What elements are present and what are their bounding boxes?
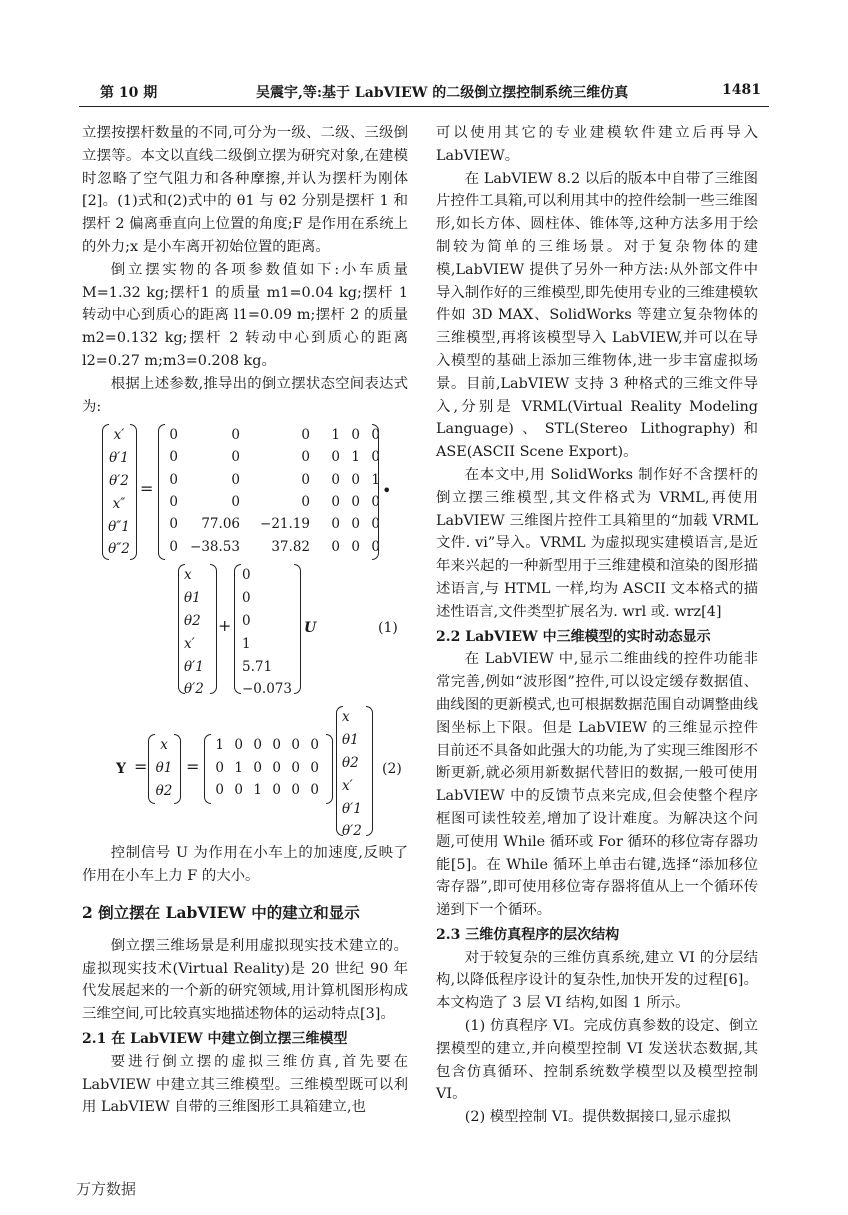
input-matrix-B	[242, 564, 298, 698]
state-derivative-entry: x′	[113, 427, 125, 444]
state-derivative-entry: θ″1	[108, 518, 130, 535]
right-bracket	[210, 564, 217, 694]
matrix-entry: 0	[351, 538, 360, 555]
input-gain-entry: 0	[242, 612, 251, 629]
matrix-entry: 0	[253, 759, 262, 776]
paragraph: 在 LabVIEW 8.2 以后的版本中自带了三维图片控件工具箱,可以利用其中的控件绘制一些三维图形,如长方体、圆柱体、锥体等,这种方法多用于绘制较为简单的三维场景。对于复杂物体的建模,LabVIEW 提供了另外一种方法:从外部文件中导入制作好的三维模型,即先使用专业的三维建模软件如 3D MAX、SolidWorks 等建立复杂物体的三维模型,再将该模型导入 LabVIEW,并可以在导入模型的基础上添加三维物体,进一步丰富虚拟场景。目前,LabVIEW 支持 3 种格式的三维文件导入,分别是 VRML(Virtual Reality Modeling Language)、STL(Stereo Lithography)和 ASE(ASCII Scene Export)。	[436, 170, 758, 461]
state-entry: θ2	[342, 754, 359, 771]
matrix-entry: 1	[253, 782, 262, 799]
matrix-entry: 0	[272, 759, 281, 776]
system-matrix-A	[164, 424, 380, 558]
matrix-entry: 0	[331, 494, 340, 510]
paragraph: 倒立摆三维场景是利用虚拟现实技术建立的。虚拟现实技术(Virtual Reality)是 20 世纪 90 年代发展起来的一个新的研究领域,用计算机图形构成三维空间,可比较真实地描述物体的运动特点[3]。	[82, 937, 408, 1023]
watermark-logo: 万方数据	[76, 1180, 137, 1198]
period-dot: •	[382, 481, 392, 501]
equation-number: (1)	[378, 620, 398, 637]
state-entry: θ′2	[184, 681, 204, 698]
paragraph: 要进行倒立摆的虚拟三维仿真,首先要在 LabVIEW 中建立其三维模型。三维模型既可以利用 LabVIEW 自带的三维图形工具箱建立,也	[82, 1053, 408, 1116]
issue-number: 第 10 期	[100, 85, 158, 101]
state-entry: θ′1	[342, 800, 362, 817]
matrix-entry: 1	[371, 471, 380, 488]
right-bracket	[366, 706, 373, 836]
state-derivative-vector	[108, 424, 130, 558]
matrix-entry: 0	[310, 782, 319, 799]
state-entry: θ1	[184, 590, 201, 607]
state-entry: θ1	[342, 732, 359, 749]
right-bracket	[174, 734, 181, 804]
matrix-entry: 0	[301, 494, 310, 510]
matrix-entry: 1	[215, 737, 224, 754]
right-bracket	[372, 424, 379, 560]
state-derivative-entry: θ′1	[109, 450, 129, 467]
matrix-entry: 0	[331, 449, 340, 466]
matrix-entry: 0	[331, 471, 340, 488]
matrix-entry: 77.06	[201, 516, 240, 533]
subsection-heading: 2.2 LabVIEW 中三维模型的实时动态显示	[436, 628, 711, 645]
matrix-entry: 0	[351, 471, 360, 488]
matrix-entry: −38.53	[190, 538, 240, 555]
state-entry: x′	[342, 777, 353, 794]
subsection-heading: 2.1 在 LabVIEW 中建立倒立摆三维模型	[82, 1030, 348, 1047]
state-entry: x	[184, 567, 192, 584]
matrix-entry: 0	[371, 538, 380, 555]
matrix-entry: 0	[231, 471, 240, 488]
input-gain-entry: 0	[242, 567, 251, 584]
state-entry: θ′2	[342, 823, 362, 840]
matrix-entry: 0	[351, 494, 360, 510]
input-gain-entry: −0.073	[242, 681, 292, 698]
output-vector	[154, 734, 174, 802]
matrix-entry: 0	[215, 782, 224, 799]
matrix-entry: 0	[301, 449, 310, 466]
equals-sign: =	[140, 479, 154, 499]
state-derivative-entry: θ″2	[108, 541, 130, 558]
matrix-entry: 0	[231, 494, 240, 510]
state-derivative-entry: θ′2	[109, 472, 129, 489]
matrix-entry: 0	[351, 516, 360, 533]
matrix-entry: 0	[253, 737, 262, 754]
matrix-entry: 0	[291, 759, 300, 776]
matrix-entry: 0	[169, 516, 178, 533]
paragraph: 倒立摆实物的各项参数值如下:小车质量 M=1.32 kg;摆杆1 的质量 m1=0.04 kg;摆杆 1 转动中心到质心的距离 l1=0.09 m;摆杆 2 的质量 m2=0.132 kg;摆杆 2 转动中心到质心的距离 l2=0.27 m;m3=0.208 kg。	[82, 261, 408, 369]
state-vector	[342, 706, 368, 840]
input-gain-entry: 5.71	[242, 658, 273, 675]
page-number: 1481	[722, 82, 761, 98]
matrix-entry: 0	[371, 516, 380, 533]
paragraph: 在本文中,用 SolidWorks 制作好不含摆杆的倒立摆三维模型,其文件格式为 VRML,再使用 LabVIEW 三维图片控件工具箱里的“加载 VRML 文件. vi”导入。VRML 为虚拟现实建模语言,是近年来兴起的一种新型用于三维建模和渲染的图形描述语言,与 HTML 一样,均为 ASCII 文本格式的描述性语言,文件类型扩展名为. wrl 或. wrz[4]	[436, 466, 758, 620]
matrix-entry: 0	[310, 737, 319, 754]
paragraph: 在 LabVIEW 中,显示二维曲线的控件功能非常完善,例如“波形图”控件,可以设定缓存数据值、曲线图的更新模式,也可根据数据范围自动调整曲线图坐标上下限。但是 LabVIEW 的三维显示控件目前还不具备如此强大的功能,为了实现三维图形不断更新,就必须用新数据代替旧的数据,一般可使用 LabVIEW 中的反馈节点来完成,但会使整个程序框图可读性较差,增加了设计难度。为解决这个问题,可使用 While 循环或 For 循环的移位寄存器功能[5]。在 While 循环上单击右键,选择“添加移位寄存器”,即可使用移位寄存器将值从上一个循环传递到下一个循环。	[436, 651, 758, 919]
matrix-entry: 0	[215, 759, 224, 776]
matrix-entry: 0	[331, 538, 340, 555]
matrix-entry: 0	[371, 494, 380, 510]
matrix-entry: 0	[272, 782, 281, 799]
matrix-entry: 0	[301, 427, 310, 444]
matrix-entry: 0	[169, 494, 178, 510]
state-vector	[184, 564, 210, 698]
state-entry: θ′1	[184, 658, 204, 675]
paragraph: (1) 仿真程序 VI。完成仿真参数的设定、倒立摆模型的建立,并向模型控制 VI 发送状态数据,其包含仿真循环、控制系统数学模型以及模型控制 VI。	[436, 1018, 758, 1103]
matrix-entry: 0	[331, 516, 340, 533]
matrix-entry: 1	[234, 759, 243, 776]
paragraph: (2) 模型控制 VI。提供数据接口,显示虚拟	[464, 1109, 731, 1126]
header-rule	[79, 106, 769, 107]
left-column	[82, 122, 408, 1119]
matrix-entry: 0	[371, 449, 380, 466]
output-matrix-C	[210, 734, 328, 802]
right-bracket	[326, 734, 333, 804]
matrix-entry: 0	[310, 759, 319, 776]
matrix-entry: 0	[234, 737, 243, 754]
section-heading: 2 倒立摆在 LabVIEW 中的建立和显示	[82, 902, 360, 922]
equals-sign: =	[186, 757, 200, 777]
matrix-entry: 0	[169, 427, 178, 444]
right-bracket	[130, 424, 137, 560]
left-bracket	[234, 564, 241, 694]
input-gain-entry: 0	[242, 590, 251, 607]
equation-1-state	[82, 422, 408, 562]
right-column	[436, 122, 758, 1129]
matrix-entry: 0	[301, 471, 310, 488]
matrix-entry: 0	[231, 427, 240, 444]
matrix-entry: 0	[231, 449, 240, 466]
subsection-heading: 2.3 三维仿真程序的层次结构	[436, 926, 620, 943]
matrix-entry: 0	[234, 782, 243, 799]
equation-number: (2)	[382, 761, 402, 778]
matrix-entry: 0	[169, 449, 178, 466]
state-entry: x	[342, 709, 350, 726]
equation-1-input	[82, 562, 408, 698]
running-title: 吴震宇,等:基于 LabVIEW 的二级倒立摆控制系统三维仿真	[256, 85, 629, 101]
equation-2-output	[82, 704, 408, 840]
state-entry: x′	[184, 635, 195, 652]
input-symbol: U	[304, 620, 317, 637]
paragraph: 根据上述参数,推导出的倒立摆状态空间表达式为:	[82, 375, 408, 415]
matrix-entry: 0	[169, 538, 178, 555]
matrix-entry: 1	[331, 427, 340, 444]
matrix-entry: 0	[272, 737, 281, 754]
matrix-entry: 37.82	[271, 538, 310, 555]
plus-sign: +	[218, 616, 232, 636]
matrix-entry: 0	[291, 737, 300, 754]
matrix-entry: 0	[291, 782, 300, 799]
input-gain-entry: 1	[242, 635, 251, 652]
output-entry: θ1	[155, 760, 173, 777]
output-symbol: Y	[116, 761, 126, 778]
matrix-entry: 0	[371, 427, 380, 444]
matrix-entry: 1	[351, 449, 360, 466]
output-entry: θ2	[155, 782, 173, 799]
right-bracket	[294, 564, 301, 694]
matrix-entry: 0	[169, 471, 178, 488]
state-entry: θ2	[184, 612, 201, 629]
output-entry: x	[160, 737, 168, 754]
equals-sign: =	[134, 757, 148, 777]
paragraph: 对于较复杂的三维仿真系统,建立 VI 的分层结构,以降低程序设计的复杂性,加快开发的过程[6]。本文构造了 3 层 VI 结构,如图 1 所示。	[436, 949, 758, 1012]
matrix-entry: −21.19	[260, 516, 310, 533]
paragraph: 控制信号 U 为作用在小车上的加速度,反映了作用在小车上力 F 的大小。	[82, 845, 408, 885]
state-derivative-entry: x″	[112, 495, 126, 512]
paragraph: 可以使用其它的专业建模软件建立后再导入 LabVIEW。	[436, 125, 758, 164]
paragraph: 立摆按摆杆数量的不同,可分为一级、二级、三级倒立摆等。本文以直线二级倒立摆为研究对象,在建模时忽略了空气阻力和各种摩擦,并认为摆杆为刚体[2]。(1)式和(2)式中的 θ1 与 θ2 分别是摆杆 1 和摆杆 2 偏离垂直向上位置的角度;F 是作用在系统上的外力;x 是小车离开初始位置的距离。	[82, 125, 408, 255]
matrix-entry: 0	[351, 427, 360, 444]
